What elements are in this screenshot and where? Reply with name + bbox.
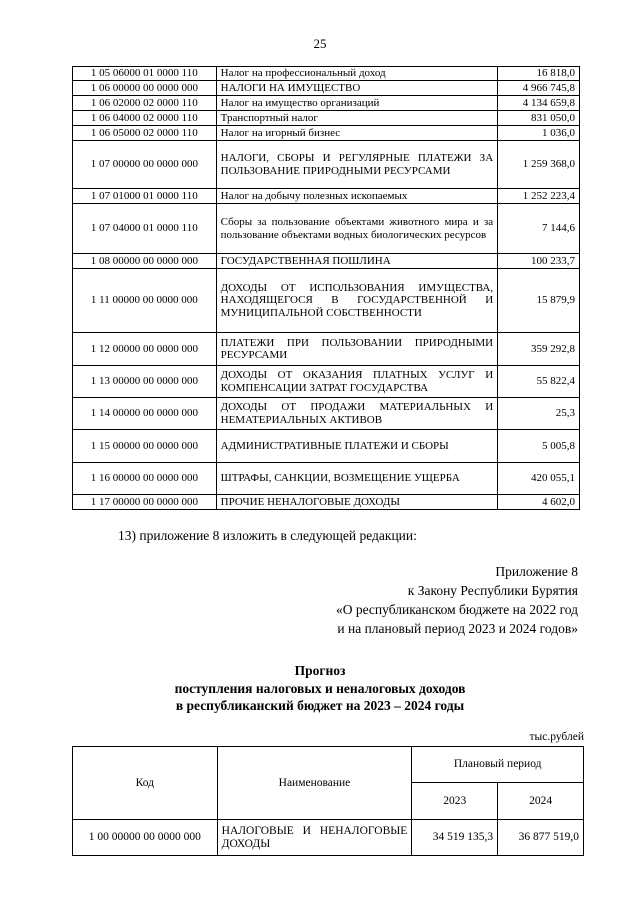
row-name: ДОХОДЫ ОТ ПРОДАЖИ МАТЕРИАЛЬНЫХ И НЕМАТЕРИАЛЬНЫХ АКТИВОВ bbox=[216, 398, 498, 430]
row-name: НАЛОГИ, СБОРЫ И РЕГУЛЯРНЫЕ ПЛАТЕЖИ ЗА ПОЛЬЗОВАНИЕ ПРИРОДНЫМИ РЕСУРСАМИ bbox=[216, 141, 498, 189]
header-row bbox=[73, 747, 584, 783]
revenue-table bbox=[72, 66, 580, 510]
header-name: Наименование bbox=[217, 747, 412, 820]
row-value: 15 879,9 bbox=[498, 269, 580, 333]
table-row bbox=[73, 189, 580, 204]
appendix-reference bbox=[336, 562, 578, 638]
row-code: 1 07 00000 00 0000 000 bbox=[73, 141, 217, 189]
table-row bbox=[73, 430, 580, 463]
row-code: 1 05 06000 01 0000 110 bbox=[73, 67, 217, 81]
forecast-table-body bbox=[73, 747, 584, 856]
revenue-table-body bbox=[73, 67, 580, 510]
row-code: 1 16 00000 00 0000 000 bbox=[73, 463, 217, 495]
row-name: НАЛОГИ НА ИМУЩЕСТВО bbox=[216, 81, 498, 96]
appendix-line: и на плановый период 2023 и 2024 годов» bbox=[337, 621, 578, 636]
row-value: 1 036,0 bbox=[498, 126, 580, 141]
row-code: 1 07 01000 01 0000 110 bbox=[73, 189, 217, 204]
row-name: Налог на имущество организаций bbox=[216, 96, 498, 111]
row-name: АДМИНИСТРАТИВНЫЕ ПЛАТЕЖИ И СБОРЫ bbox=[216, 430, 498, 463]
row-code: 1 12 00000 00 0000 000 bbox=[73, 333, 217, 366]
amendment-paragraph: 13) приложение 8 изложить в следующей редакции: bbox=[118, 528, 417, 543]
header-code: Код bbox=[73, 747, 218, 820]
row-name: ПРОЧИЕ НЕНАЛОГОВЫЕ ДОХОДЫ bbox=[216, 495, 498, 510]
row-name: Транспортный налог bbox=[216, 111, 498, 126]
appendix-line: Приложение 8 bbox=[495, 564, 578, 579]
row-code: 1 14 00000 00 0000 000 bbox=[73, 398, 217, 430]
units-label: тыс.рублей bbox=[529, 731, 584, 743]
row-value: 100 233,7 bbox=[498, 254, 580, 269]
header-year-2024: 2024 bbox=[498, 783, 584, 820]
header-year-2023: 2023 bbox=[412, 783, 498, 820]
table-row bbox=[73, 126, 580, 141]
row-code: 1 00 00000 00 0000 000 bbox=[73, 820, 218, 856]
title-line: Прогноз bbox=[294, 663, 346, 678]
header-period: Плановый период bbox=[412, 747, 584, 783]
row-name: Сборы за пользование объектами животного мира и за пользование объектами водных биологических ресурсов bbox=[216, 204, 498, 254]
row-value: 420 055,1 bbox=[498, 463, 580, 495]
row-code: 1 06 05000 02 0000 110 bbox=[73, 126, 217, 141]
table-row bbox=[73, 269, 580, 333]
row-value: 55 822,4 bbox=[498, 366, 580, 398]
table-row bbox=[73, 398, 580, 430]
table-row bbox=[73, 67, 580, 81]
row-name: НАЛОГОВЫЕ И НЕНАЛОГОВЫЕ ДОХОДЫ bbox=[217, 820, 412, 856]
row-value: 25,3 bbox=[498, 398, 580, 430]
appendix-line: к Закону Республики Бурятия bbox=[407, 583, 578, 598]
table-row bbox=[73, 81, 580, 96]
row-value: 4 134 659,8 bbox=[498, 96, 580, 111]
row-code: 1 06 00000 00 0000 000 bbox=[73, 81, 217, 96]
row-value: 831 050,0 bbox=[498, 111, 580, 126]
forecast-table bbox=[72, 746, 584, 856]
page-number: 25 bbox=[313, 36, 327, 51]
row-code: 1 15 00000 00 0000 000 bbox=[73, 430, 217, 463]
row-value: 1 252 223,4 bbox=[498, 189, 580, 204]
row-value: 16 818,0 bbox=[498, 67, 580, 81]
row-value: 7 144,6 bbox=[498, 204, 580, 254]
row-value: 5 005,8 bbox=[498, 430, 580, 463]
row-name: Налог на профессиональный доход bbox=[216, 67, 498, 81]
row-code: 1 06 02000 02 0000 110 bbox=[73, 96, 217, 111]
table-row bbox=[73, 254, 580, 269]
row-code: 1 08 00000 00 0000 000 bbox=[73, 254, 217, 269]
row-name: Налог на добычу полезных ископаемых bbox=[216, 189, 498, 204]
document-title bbox=[0, 662, 640, 715]
row-value: 359 292,8 bbox=[498, 333, 580, 366]
table-row bbox=[73, 820, 584, 856]
table-row bbox=[73, 141, 580, 189]
row-name: Налог на игорный бизнес bbox=[216, 126, 498, 141]
title-line: поступления налоговых и неналоговых доходов bbox=[174, 680, 466, 696]
row-value: 4 966 745,8 bbox=[498, 81, 580, 96]
table-row bbox=[73, 366, 580, 398]
row-value: 1 259 368,0 bbox=[498, 141, 580, 189]
row-name: ДОХОДЫ ОТ ИСПОЛЬЗОВАНИЯ ИМУЩЕСТВА, НАХОДЯЩЕГОСЯ В ГОСУДАРСТВЕННОЙ И МУНИЦИПАЛЬНОЙ СОБСТВЕННОСТИ bbox=[216, 269, 498, 333]
row-name: ШТРАФЫ, САНКЦИИ, ВОЗМЕЩЕНИЕ УЩЕРБА bbox=[216, 463, 498, 495]
row-value-2023: 34 519 135,3 bbox=[412, 820, 498, 856]
row-code: 1 13 00000 00 0000 000 bbox=[73, 366, 217, 398]
row-value: 4 602,0 bbox=[498, 495, 580, 510]
row-name: ГОСУДАРСТВЕННАЯ ПОШЛИНА bbox=[216, 254, 498, 269]
row-code: 1 07 04000 01 0000 110 bbox=[73, 204, 217, 254]
row-name: ДОХОДЫ ОТ ОКАЗАНИЯ ПЛАТНЫХ УСЛУГ И КОМПЕНСАЦИИ ЗАТРАТ ГОСУДАРСТВА bbox=[216, 366, 498, 398]
table-row bbox=[73, 111, 580, 126]
table-row bbox=[73, 463, 580, 495]
row-code: 1 06 04000 02 0000 110 bbox=[73, 111, 217, 126]
row-value-2024: 36 877 519,0 bbox=[498, 820, 584, 856]
row-code: 1 17 00000 00 0000 000 bbox=[73, 495, 217, 510]
row-name: ПЛАТЕЖИ ПРИ ПОЛЬЗОВАНИИ ПРИРОДНЫМИ РЕСУРСАМИ bbox=[216, 333, 498, 366]
row-code: 1 11 00000 00 0000 000 bbox=[73, 269, 217, 333]
table-row bbox=[73, 96, 580, 111]
table-row bbox=[73, 495, 580, 510]
appendix-line: «О республиканском бюджете на 2022 год bbox=[335, 602, 578, 617]
table-row bbox=[73, 333, 580, 366]
title-line: в республиканский бюджет на 2023 – 2024 годы bbox=[175, 698, 465, 713]
table-row bbox=[73, 204, 580, 254]
